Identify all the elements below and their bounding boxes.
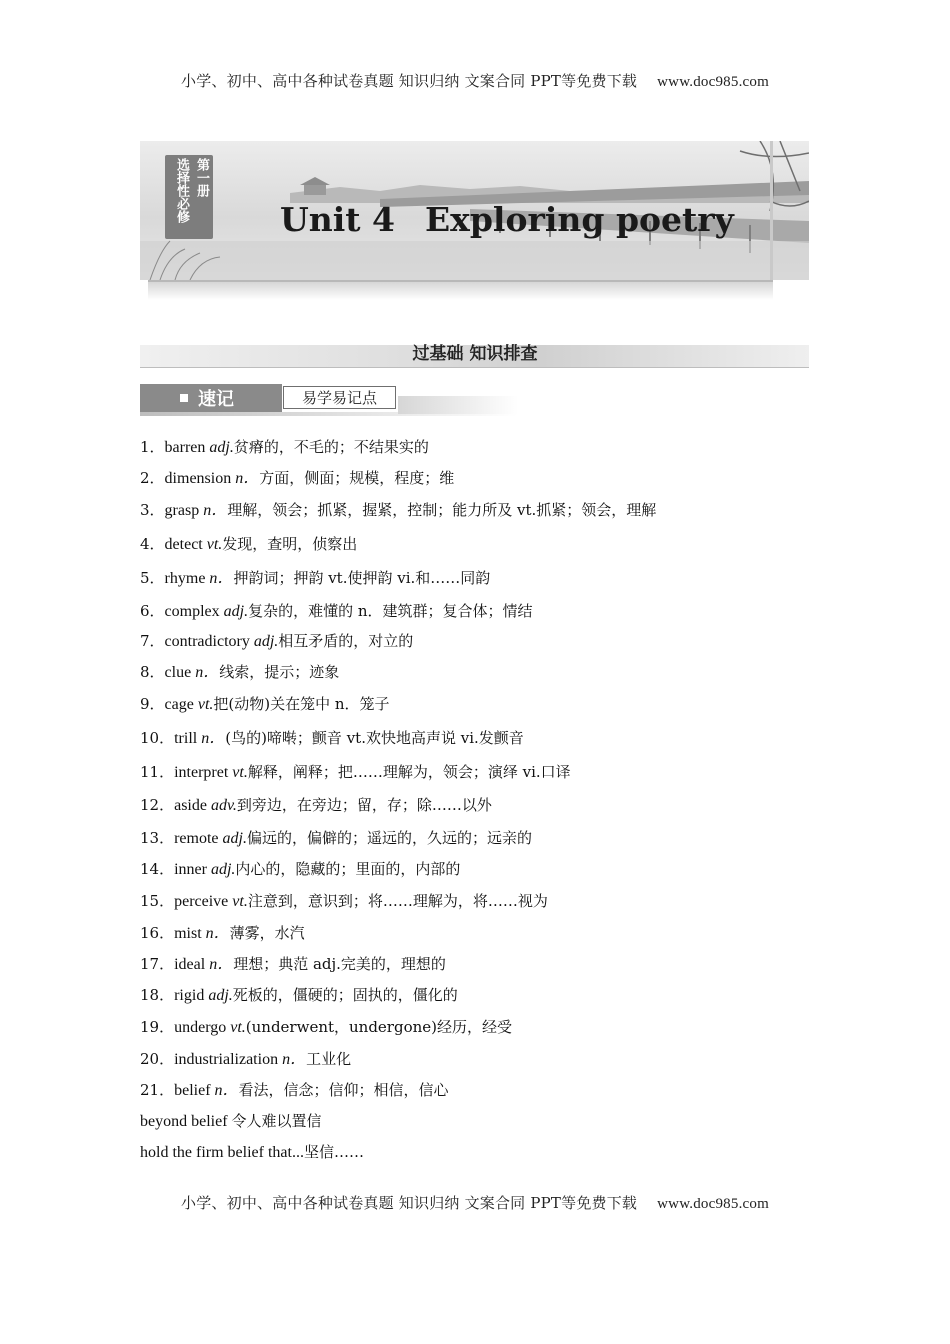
- entry-definition: 看法，信念；信仰；相信，信心: [238, 1081, 449, 1099]
- entry-definition: 理解，领会；抓紧，握紧，控制；能力所及 vt.抓紧；领会，理解: [227, 501, 657, 519]
- entry-word: undergo: [174, 1019, 231, 1036]
- entry-word: rhyme: [164, 570, 210, 587]
- entry-definition: 薄雾，水汽: [229, 924, 305, 942]
- entry-definition: 偏远的，偏僻的；遥远的，久远的；远亲的: [246, 829, 532, 847]
- entry-word: contradictory: [164, 633, 254, 650]
- entry-pos: n．: [282, 1051, 307, 1068]
- entry-word: industrialization: [174, 1051, 283, 1068]
- entry-word: barren: [164, 439, 210, 456]
- entry-pos: vt.: [232, 764, 248, 781]
- vocab-entry: [140, 534, 357, 555]
- entry-definition: 理想；典范 adj.完美的，理想的: [233, 955, 446, 973]
- entry-number: 5．: [140, 569, 165, 587]
- entry-pos: n．: [209, 570, 234, 587]
- tab-fade: [398, 396, 518, 414]
- entry-word: inner: [174, 861, 211, 878]
- entry-definition: 死板的，僵硬的；固执的，僵化的: [232, 986, 458, 1004]
- vocab-entry: [140, 694, 390, 715]
- entry-pos: vt.: [206, 536, 223, 553]
- entry-pos: n．: [214, 1082, 239, 1099]
- entry-definition: 解释，阐释；把……理解为，领会；演绎 vi.口译: [247, 763, 571, 781]
- entry-definition: 内心的，隐藏的；里面的，内部的: [235, 860, 461, 878]
- entry-definition: 坚信……: [303, 1143, 364, 1161]
- entry-pos: adj.: [253, 633, 279, 650]
- entry-number: 3．: [140, 501, 165, 519]
- entry-pos: n．: [235, 470, 260, 487]
- vocab-entry: [140, 1080, 449, 1101]
- entry-word: perceive: [174, 893, 233, 910]
- vocab-entry: [140, 631, 413, 652]
- volume-label-left: 选择性必修: [174, 158, 189, 223]
- square-bullet-icon: [180, 394, 188, 402]
- entry-definition: 线索，提示；迹象: [219, 663, 340, 681]
- vocab-entry: [140, 568, 490, 589]
- entry-number: 8．: [140, 663, 165, 681]
- unit-number: Unit 4: [280, 200, 396, 239]
- entry-pos: adj.: [209, 439, 234, 456]
- entry-number: 18．: [140, 986, 175, 1004]
- entry-pos: n．: [201, 730, 226, 747]
- entry-definition: 相互矛盾的，对立的: [278, 632, 414, 650]
- entry-number: 12．: [140, 796, 175, 814]
- entry-word: cage: [164, 696, 198, 713]
- entry-definition: 把(动物)关在笼中 n．笼子: [213, 695, 390, 713]
- entry-number: 9．: [140, 695, 165, 713]
- entry-definition: 贫瘠的，不毛的；不结果实的: [233, 438, 429, 456]
- entry-word: rigid: [174, 987, 209, 1004]
- vocab-entry: [140, 601, 533, 622]
- entry-number: 21．: [140, 1081, 175, 1099]
- entry-number: 15．: [140, 892, 175, 910]
- entry-number: 11．: [140, 763, 175, 781]
- entry-pos: n．: [195, 664, 220, 681]
- entry-word: remote: [174, 830, 223, 847]
- tab-box-label: 易学易记点: [283, 386, 396, 409]
- vocab-entry: [140, 1049, 351, 1070]
- entry-number: 7．: [140, 632, 165, 650]
- entry-number: 16．: [140, 924, 175, 942]
- page-footer: [0, 1192, 950, 1213]
- footer-url[interactable]: www.doc985.com: [657, 1196, 769, 1212]
- volume-label-box: [165, 155, 213, 239]
- volume-label-right: 第一册: [194, 158, 209, 197]
- entry-definition: (鸟的)啼啭；颤音 vt.欢快地高声说 vi.发颤音: [225, 729, 524, 747]
- vocab-entry: [140, 828, 532, 849]
- entry-number: 6．: [140, 602, 165, 620]
- vocab-entry: [140, 500, 656, 521]
- banner-edge: [770, 141, 773, 298]
- entry-definition: 发现，查明，侦察出: [222, 535, 358, 553]
- vocab-entry: [140, 1017, 512, 1038]
- entry-pos: vt.: [230, 1019, 246, 1036]
- entry-word: dimension: [164, 470, 236, 487]
- page-header: [0, 70, 950, 91]
- entry-number: 14．: [140, 860, 175, 878]
- entry-number: 2．: [140, 469, 165, 487]
- entry-pos: n．: [209, 956, 234, 973]
- entry-word: complex: [164, 603, 224, 620]
- entry-word: belief: [174, 1082, 215, 1099]
- vocab-entry: [140, 985, 458, 1006]
- entry-pos: adj.: [222, 830, 247, 847]
- vocab-entry: [140, 1111, 322, 1132]
- vocab-entry: [140, 437, 429, 458]
- banner-shadow: [148, 280, 773, 300]
- vocab-entry: [140, 923, 305, 944]
- entry-pos: adj.: [210, 861, 236, 878]
- entry-number: 10．: [140, 729, 175, 747]
- header-text: 小学、初中、高中各种试卷真题 知识归纳 文案合同 PPT等免费下载: [181, 72, 638, 90]
- entry-number: 20．: [140, 1050, 175, 1068]
- unit-title: [280, 200, 734, 239]
- entry-number: 1．: [140, 438, 165, 456]
- entry-definition: 复杂的，难懂的 n．建筑群；复合体；情结: [248, 602, 533, 620]
- vocab-entry: [140, 1142, 364, 1163]
- section-title: 过基础 知识排查: [412, 344, 538, 364]
- entry-definition: 注意到，意识到；将……理解为，将……视为: [247, 892, 548, 910]
- entry-number: 19．: [140, 1018, 175, 1036]
- entry-pos: n．: [205, 925, 230, 942]
- vocab-entry: [140, 795, 492, 816]
- entry-word: aside: [174, 797, 211, 814]
- unit-name: Exploring poetry: [425, 200, 734, 239]
- entry-word: detect: [164, 536, 207, 553]
- entry-word: clue: [164, 664, 196, 681]
- entry-definition: 押韵词；押韵 vt.使押韵 vi.和……同韵: [233, 569, 491, 587]
- header-url[interactable]: www.doc985.com: [657, 74, 769, 90]
- entry-word: mist: [174, 925, 206, 942]
- entry-definition: 工业化: [306, 1050, 352, 1068]
- entry-number: 17．: [140, 955, 175, 973]
- entry-definition: 令人难以置信: [231, 1112, 322, 1130]
- entry-pos: adv.: [210, 797, 237, 814]
- entry-word: ideal: [174, 956, 210, 973]
- entry-pos: adj.: [208, 987, 233, 1004]
- vocab-entry: [140, 762, 571, 783]
- entry-pos: vt.: [197, 696, 214, 713]
- vocab-entry: [140, 728, 524, 749]
- entry-number: 4．: [140, 535, 165, 553]
- entry-word: hold the firm belief that...: [140, 1144, 304, 1161]
- entry-pos: vt.: [232, 893, 248, 910]
- entry-definition: 方面，侧面；规模，程度；维: [259, 469, 455, 487]
- entry-word: interpret: [174, 764, 233, 781]
- entry-number: 13．: [140, 829, 175, 847]
- vocab-entry: [140, 891, 548, 912]
- entry-pos: n．: [203, 502, 228, 519]
- entry-word: beyond belief: [140, 1113, 232, 1130]
- entry-word: grasp: [164, 502, 204, 519]
- vocab-entry: [140, 468, 454, 489]
- vocab-entry: [140, 954, 446, 975]
- entry-word: trill: [174, 730, 202, 747]
- entry-pos: adj.: [223, 603, 249, 620]
- tab-label: 速记: [198, 389, 234, 410]
- entry-definition: 到旁边，在旁边；留，存；除……以外: [236, 796, 492, 814]
- footer-text: 小学、初中、高中各种试卷真题 知识归纳 文案合同 PPT等免费下载: [181, 1194, 638, 1212]
- entry-definition: (underwent，undergone)经历，经受: [245, 1018, 513, 1036]
- vocab-entry: [140, 662, 339, 683]
- vocab-entry: [140, 859, 460, 880]
